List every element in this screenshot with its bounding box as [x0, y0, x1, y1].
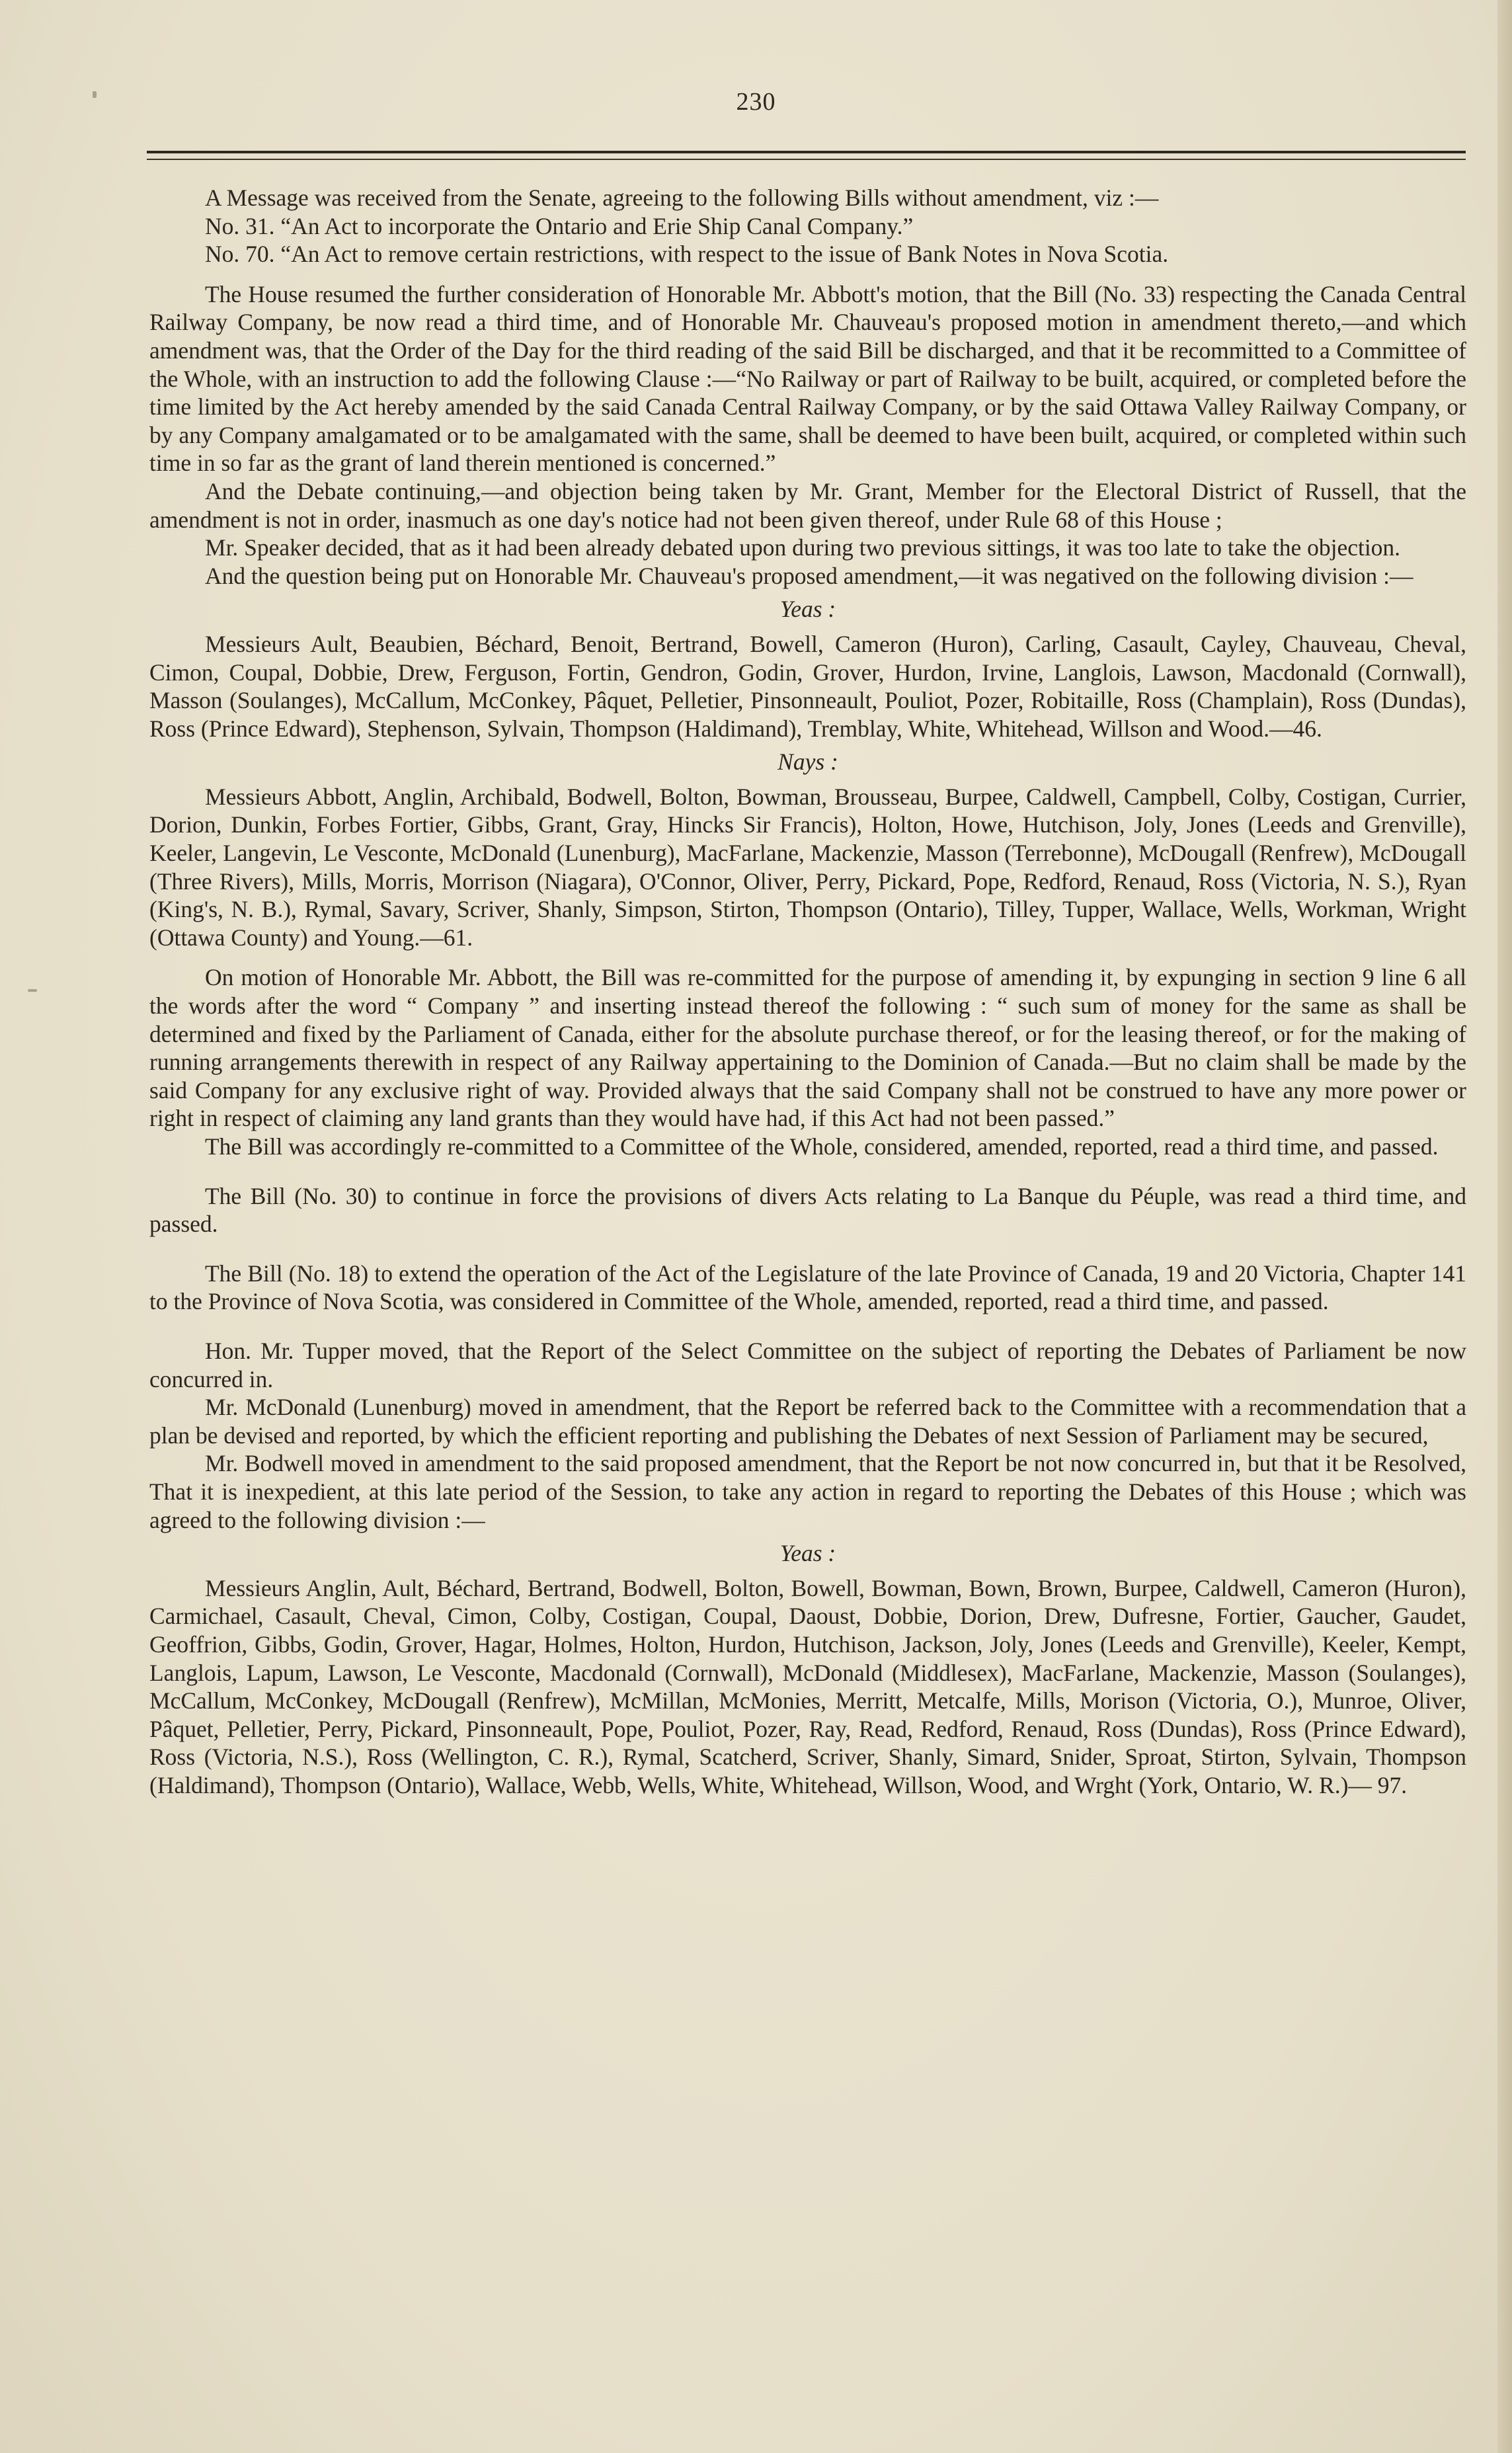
speaker-decision-paragraph: Mr. Speaker decided, that as it had been already debated upon during two previous sittings, it was too late to take the objection.	[205, 534, 1401, 561]
division-2-yeas-heading: Yeas :	[779, 1540, 836, 1567]
bill-30-paragraph: The Bill (No. 30) to continue in force the provisions of divers Acts relating to La Banque du Péuple, was read a third time, and passed.	[149, 1182, 1466, 1238]
division-1-yeas-heading: Yeas :	[779, 596, 836, 623]
bill-31-line: No. 31. “An Act to incorporate the Ontario and Erie Ship Canal Company.”	[205, 212, 914, 239]
question-put-paragraph: And the question being put on Honorable Mr. Chauveau's proposed amendment,—it was negatived on the following division :—	[205, 562, 1413, 589]
abbott-recommit-paragraph: On motion of Honorable Mr. Abbott, the Bill was re-committed for the purpose of amending it, by expunging in section 9 line 6 all the words after the word “ Company ” and inserting instead thereof the following : “ such sum of money for the same as shall be determined and fixed by the Parliament of Canada, either for the absolute purchase thereof, or for the leasing thereof, or for the making of running arrangements therewith in respect of any Railway appertaining to the Dominion of Canada.—But no claim shall be made by the said Company for any exclusive right of way. Provided always that the said Company shall not be construed to have any more power or right in respect of claiming any land grants than they would have had, if this Act had not been passed.”	[149, 964, 1466, 1132]
senate-message-paragraph: A Message was received from the Senate, agreeing to the following Bills without amendment, viz :—	[205, 184, 1159, 211]
division-1-nays-list: Messieurs Abbott, Anglin, Archibald, Bodwell, Bolton, Bowman, Brousseau, Burpee, Caldwell, Campbell, Colby, Costigan, Currier, Dorion, Dunkin, Forbes Fortier, Gibbs, Grant, Gray, Hincks Sir Francis), Holton, Howe, Hutchison, Joly, Jones (Leeds and Grenville), Keeler, Langevin, Le Vesconte, McDonald (Lunenburg), MacFarlane, Mackenzie, Masson (Terrebonne), McDougall (Renfrew), McDougall (Three Rivers), Mills, Morris, Morrison (Niagara), O'Connor, Oliver, Perry, Pickard, Pope, Redford, Renaud, Ross (Victoria, N. S.), Ryan (King's, N. B.), Rymal, Savary, Scriver, Shanly, Simpson, Stirton, Thompson (Ontario), Tilley, Tupper, Wallace, Wells, Workman, Wright (Ottawa County) and Young.—61.	[149, 783, 1466, 951]
bill-70-line: No. 70. “An Act to remove certain restrictions, with respect to the issue of Bank Notes in Nova Scotia.	[205, 241, 1169, 268]
division-1-yeas-list: Messieurs Ault, Beaubien, Béchard, Benoit, Bertrand, Bowell, Cameron (Huron), Carling, Casault, Cayley, Chauveau, Cheval, Cimon, Coupal, Dobbie, Drew, Ferguson, Fortin, Gendron, Godin, Grover, Hurdon, Irvine, Langlois, Lawson, Macdonald (Cornwall), Masson (Soulanges), McCallum, McConkey, Pâquet, Pelletier, Pinsonneault, Pouliot, Pozer, Robitaille, Ross (Champlain), Ross (Dundas), Ross (Prince Edward), Stephenson, Sylvain, Thompson (Haldimand), Tremblay, White, Whitehead, Willson and Wood.—46.	[149, 630, 1466, 742]
page-edge-shadow	[1497, 0, 1512, 2453]
mcdonald-amendment-paragraph: Mr. McDonald (Lunenburg) moved in amendment, that the Report be referred back to the Committee with a recommendation that a plan be devised and reported, by which the efficient reporting and publishing the Debates of next Session of Parliament may be secured,	[149, 1394, 1466, 1449]
header-rule-thick	[147, 151, 1466, 153]
bill-18-paragraph: The Bill (No. 18) to extend the operation of the Act of the Legislature of the late Province of Canada, 19 and 20 Victoria, Chapter 141 to the Province of Nova Scotia, was considered in Committee of the Whole, amended, reported, read a third time, and passed.	[149, 1260, 1466, 1315]
margin-mark	[28, 989, 37, 992]
debate-objection-paragraph: And the Debate continuing,—and objection being taken by Mr. Grant, Member for the Electoral District of Russell, that the amendment is not in order, inasmuch as one day's notice had not been given thereof, under Rule 68 of this House ;	[149, 477, 1466, 533]
page-number: 230	[736, 88, 776, 116]
journal-body	[149, 184, 1466, 1799]
header-rule-thin	[147, 159, 1466, 160]
division-2-yeas-list: Messieurs Anglin, Ault, Béchard, Bertrand, Bodwell, Bolton, Bowell, Bowman, Bown, Brown, Burpee, Caldwell, Cameron (Huron), Carmichael, Casault, Cheval, Cimon, Colby, Costigan, Coupal, Daoust, Dobbie, Dorion, Drew, Dufresne, Fortier, Gaucher, Gaudet, Geoffrion, Gibbs, Godin, Grover, Hagar, Holmes, Holton, Hurdon, Hutchison, Jackson, Joly, Jones (Leeds and Grenville), Keeler, Kempt, Langlois, Lapum, Lawson, Le Vesconte, Macdonald (Cornwall), McDonald (Middlesex), MacFarlane, Mackenzie, Masson (Soulanges), McCallum, McConkey, McDougall (Renfrew), McMillan, McMonies, Merritt, Metcalfe, Mills, Morison (Victoria, O.), Munroe, Oliver, Pâquet, Pelletier, Perry, Pickard, Pinsonneault, Pope, Pouliot, Pozer, Ray, Read, Redford, Renaud, Ross (Dundas), Ross (Prince Edward), Ross (Victoria, N.S.), Ross (Wellington, C. R.), Rymal, Scatcherd, Scriver, Shanly, Simard, Snider, Sproat, Stirton, Sylvain, Thompson (Haldimand), Thompson (Ontario), Wallace, Webb, Wells, White, Whitehead, Willson, Wood, and Wrght (York, Ontario, W. R.)— 97.	[149, 1574, 1466, 1798]
division-1-nays-heading: Nays :	[777, 748, 838, 776]
bodwell-amendment-paragraph: Mr. Bodwell moved in amendment to the said proposed amendment, that the Report be not now concurred in, but that it be Resolved, That it is inexpedient, at this late period of the Session, to take any action in regard to reporting the Debates of this House ; which was agreed to the following division :—	[149, 1450, 1466, 1533]
margin-mark	[93, 91, 97, 98]
tupper-motion-paragraph: Hon. Mr. Tupper moved, that the Report of the Select Committee on the subject of reporting the Debates of Parliament be now concurred in.	[149, 1337, 1466, 1392]
bill-recommitted-paragraph: The Bill was accordingly re-committed to a Committee of the Whole, considered, amended, reported, read a third time, and passed.	[205, 1133, 1439, 1160]
canada-central-railway-paragraph: The House resumed the further consideration of Honorable Mr. Abbott's motion, that the Bill (No. 33) respecting the Canada Central Railway Company, be now read a third time, and of Honorable Mr. Chauveau's proposed motion in amendment thereto,—and which amendment was, that the Order of the Day for the third reading of the said Bill be discharged, and that it be recommitted to a Committee of the Whole, with an instruction to add the following Clause :—“No Railway or part of Railway to be built, acquired, or completed before the time limited by the Act hereby amended by the said Canada Central Railway Company, or by the said Ottawa Valley Railway Company, or by any Company amalgamated or to be amalgamated with the same, shall be deemed to have been built, acquired, or completed within such time in so far as the grant of land therein mentioned is concerned.”	[149, 280, 1466, 477]
